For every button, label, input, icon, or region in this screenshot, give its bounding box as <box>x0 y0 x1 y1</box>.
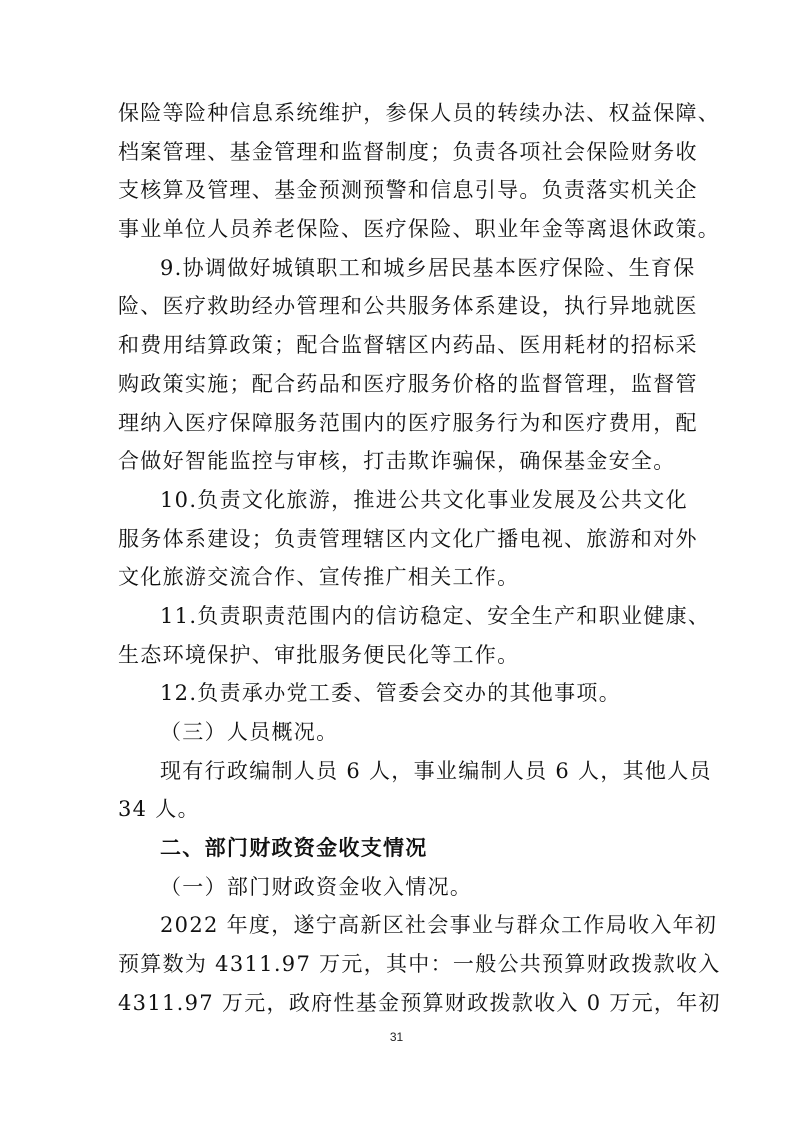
text-line: 和费用结算政策；配合监督辖区内药品、医用耗材的招标采 <box>118 333 698 358</box>
text-line: 4311.97 万元，政府性基金预算财政拨款收入 0 万元，年初 <box>118 990 721 1015</box>
text-line: 文化旅游交流合作、宣传推广相关工作。 <box>118 565 520 590</box>
text-line: 10.负责文化旅游，推进公共文化事业发展及公共文化 <box>160 487 688 512</box>
text-line: 理纳入医疗保障服务范围内的医疗服务行为和医疗费用，配 <box>118 410 698 435</box>
text-line: 险、医疗救助经办管理和公共服务体系建设，执行异地就医 <box>118 294 698 319</box>
section-subheading: （一）部门财政资金收入情况。 <box>160 874 473 899</box>
text-line: 支核算及管理、基金预测预警和信息引导。负责落实机关企 <box>118 178 698 203</box>
text-line: 2022 年度，遂宁高新区社会事业与群众工作局收入年初 <box>160 913 718 938</box>
text-line: 服务体系建设；负责管理辖区内文化广播电视、旅游和对外 <box>118 526 698 551</box>
text-line: 9.协调做好城镇职工和城乡居民基本医疗保险、生育保 <box>160 255 696 280</box>
text-line: 购政策实施；配合药品和医疗服务价格的监督管理，监督管 <box>118 371 698 396</box>
section-heading: 二、部门财政资金收支情况 <box>160 836 428 861</box>
text-line: 预算数为 4311.97 万元，其中：一般公共预算财政拨款收入 <box>118 952 721 977</box>
text-line: 34 人。 <box>118 797 200 822</box>
document-body <box>118 94 721 1023</box>
text-line: 11.负责职责范围内的信访稳定、安全生产和职业健康、 <box>160 603 711 628</box>
text-line: 生态环境保护、审批服务便民化等工作。 <box>118 642 520 667</box>
page-number: 31 <box>389 1030 404 1044</box>
text-line: 事业单位人员养老保险、医疗保险、职业年金等离退休政策。 <box>118 217 721 242</box>
text-line: 档案管理、基金管理和监督制度；负责各项社会保险财务收 <box>118 139 698 164</box>
text-line: 12.负责承办党工委、管委会交办的其他事项。 <box>160 681 621 706</box>
text-line: 合做好智能监控与审核，打击欺诈骗保，确保基金安全。 <box>118 449 676 474</box>
text-line: 现有行政编制人员 6 人，事业编制人员 6 人，其他人员 <box>160 758 712 783</box>
section-subheading: （三）人员概况。 <box>160 720 339 744</box>
text-line: 保险等险种信息系统维护，参保人员的转续办法、权益保障、 <box>118 101 721 125</box>
